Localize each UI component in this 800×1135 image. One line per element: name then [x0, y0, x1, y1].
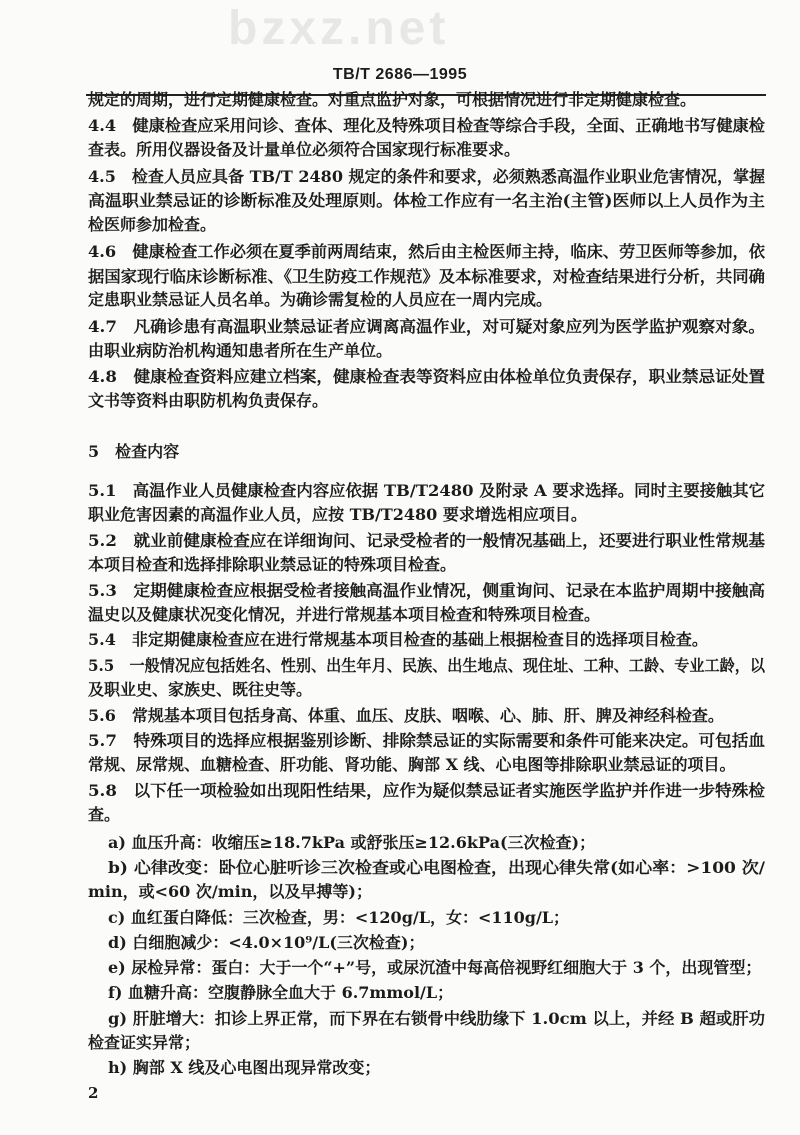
list-item-line	[108, 858, 765, 878]
paragraph-line	[88, 630, 765, 650]
line-text: d) 白细胞减少：<4.0×10⁹/L(三次检查)；	[108, 933, 425, 952]
line-text: 4.7 凡确诊患有高温职业禁忌证者应调离高温作业，对可疑对象应列为医学监护观察对象。	[88, 317, 765, 336]
paragraph-line	[88, 781, 765, 801]
standard-code-header: TB/T 2686—1995	[332, 66, 468, 83]
paragraph-line	[88, 555, 765, 575]
line-text: f) 血糖升高：空腹静脉全血大于 6.7mmol/L；	[108, 983, 454, 1002]
line-text: e) 尿检异常：蛋白：大于一个“+”号，或尿沉渣中每高倍视野红细胞大于 3 个，出现管型；	[108, 958, 762, 977]
line-text: g) 肝脏增大：扣诊上界正常，而下界在右锁骨中线肋缘下 1.0cm 以上，并经 B 超或肝功	[108, 1009, 765, 1028]
list-item-line	[88, 882, 765, 902]
line-text: h) 胸部 X 线及心电图出现异常改变；	[108, 1058, 381, 1077]
paragraph-line	[88, 755, 765, 775]
list-item-line	[108, 933, 765, 953]
paragraph-line	[88, 706, 765, 726]
paragraph-line	[88, 242, 765, 262]
paragraph-line	[88, 656, 765, 676]
list-item-line	[108, 1058, 765, 1078]
paragraph-line	[88, 215, 765, 235]
page-number: 2	[88, 1084, 99, 1102]
line-text: b) 心律改变：卧位心脏听诊三次检查或心电图检查，出现心律失常(如心率：>100 次/	[108, 858, 765, 877]
line-text: 5.2 就业前健康检查应在详细询问、记录受检者的一般情况基础上，还要进行职业性常规基	[88, 531, 765, 550]
line-text: 规定的周期，进行定期健康检查。对重点监护对象，可根据情况进行非定期健康检查。	[88, 90, 697, 109]
line-text: 4.5 检查人员应具备 TB/T 2480 规定的条件和要求，必须熟悉高温作业职业危害情况，掌握	[88, 167, 765, 186]
line-text: 4.8 健康检查资料应建立档案，健康检查表等资料应由体检单位负责保存，职业禁忌证处置	[88, 367, 765, 386]
paragraph-line	[88, 505, 765, 525]
line-text: 常规、尿常规、血糖检查、肝功能、肾功能、胸部 X 线、心电图等排除职业禁忌证的项目。	[88, 755, 736, 774]
line-text: 5.7 特殊项目的选择应根据鉴别诊断、排除禁忌证的实际需要和条件可能来决定。可包括血	[88, 731, 765, 750]
line-text: c) 血红蛋白降低：三次检查，男：<120g/L，女：<110g/L；	[108, 908, 570, 927]
paragraph-line	[88, 581, 765, 601]
paragraph-line	[88, 317, 765, 337]
line-text: 检查证实异常；	[88, 1033, 201, 1052]
line-text: 本项目检查和选择排除职业禁忌证的特殊项目检查。	[88, 555, 457, 574]
paragraph-line	[88, 680, 765, 700]
line-text: 据国家现行临床诊断标准、《卫生防疫工作规范》及本标准要求，对检查结果进行分析，共同确	[88, 267, 766, 286]
paragraph-line	[88, 805, 765, 825]
list-item-line	[108, 908, 765, 928]
paragraph-line	[88, 167, 765, 187]
line-text: 查表。所用仪器设备及计量单位必须符合国家现行标准要求。	[88, 140, 521, 159]
line-text: 4.4 健康检查应采用问诊、查体、理化及特殊项目检查等综合手段，全面、正确地书写健康检	[88, 116, 765, 135]
paragraph-line	[88, 605, 765, 625]
line-text: 定患职业禁忌证人员名单。为确诊需复检的人员应在一周内完成。	[88, 290, 553, 309]
line-text: 5.6 常规基本项目包括身高、体重、血压、皮肤、咽喉、心、肺、肝、脾及神经科检查。	[88, 706, 724, 725]
list-item-line	[108, 958, 765, 978]
list-item-line	[108, 833, 765, 853]
paragraph-line	[88, 731, 765, 751]
paragraph-line	[88, 391, 765, 411]
line-text: min，或<60 次/min，以及早搏等)；	[88, 882, 372, 901]
watermark: bzxz.net	[228, 2, 450, 55]
paragraph-line	[88, 140, 765, 160]
line-text: 由职业病防治机构通知患者所在生产单位。	[88, 341, 393, 360]
line-text: 职业危害因素的高温作业人员，应按 TB/T2480 要求增选相应项目。	[88, 505, 587, 524]
paragraph-line	[88, 90, 765, 110]
line-text: 温史以及健康状况变化情况，并进行常规基本项目检查和特殊项目检查。	[88, 605, 601, 624]
line-text: a) 血压升高：收缩压≥18.7kPa 或舒张压≥12.6kPa(三次检查)；	[108, 833, 596, 852]
paragraph-line	[88, 531, 765, 551]
line-text: 4.6 健康检查工作必须在夏季前两周结束，然后由主检医师主持，临床、劳卫医师等参加，依	[88, 242, 765, 261]
line-text: 5 检查内容	[88, 442, 180, 461]
paragraph-line	[88, 267, 765, 287]
line-text: 文书等资料由职防机构负责保存。	[88, 391, 329, 410]
paragraph-line	[88, 367, 765, 387]
list-item-line	[108, 1009, 765, 1029]
paragraph-line	[88, 481, 765, 501]
paragraph-line	[88, 191, 765, 211]
list-item-line	[88, 1033, 765, 1053]
line-text: 5.8 以下任一项检验如出现阳性结果，应作为疑似禁忌证者实施医学监护并作进一步特殊检	[88, 781, 765, 800]
section-heading	[88, 442, 765, 462]
line-text: 高温职业禁忌证的诊断标准及处理原则。体检工作应有一名主治(主管)医师以上人员作为主	[88, 191, 765, 210]
paragraph-line	[88, 341, 765, 361]
line-text: 5.3 定期健康检查应根据受检者接触高温作业情况，侧重询问、记录在本监护周期中接触高	[88, 581, 765, 600]
line-text: 查。	[88, 805, 121, 824]
line-text: 5.1 高温作业人员健康检查内容应依据 TB/T2480 及附录 A 要求选择。同时主要接触其它	[88, 481, 765, 500]
list-item-line	[108, 983, 765, 1003]
paragraph-line	[88, 116, 765, 136]
paragraph-line	[88, 290, 765, 310]
line-text: 及职业史、家族史、既往史等。	[88, 680, 313, 699]
line-text: 5.4 非定期健康检查应在进行常规基本项目检查的基础上根据检查目的选择项目检查。	[88, 630, 708, 649]
line-text: 检医师参加检查。	[88, 215, 217, 234]
line-text: 5.5 一般情况应包括姓名、性别、出生年月、民族、出生地点、现住址、工种、工龄、专业工龄，以	[88, 656, 765, 675]
